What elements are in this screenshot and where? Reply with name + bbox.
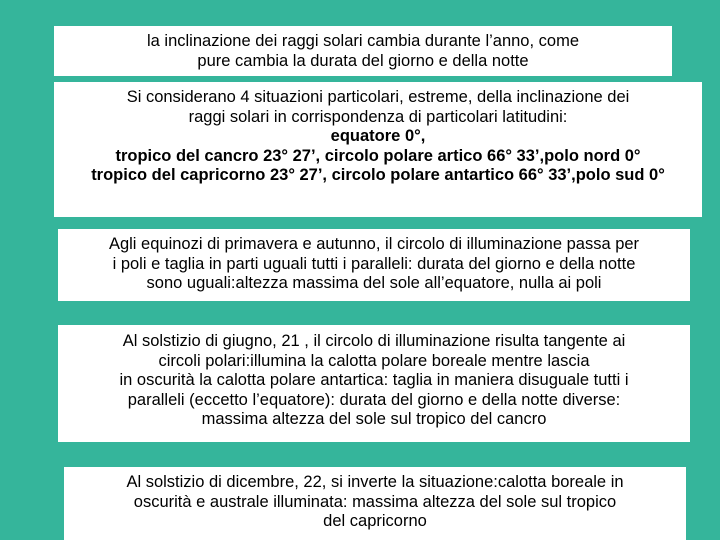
title-box xyxy=(54,26,672,76)
december-line: Al solstizio di dicembre, 22, si inverte la situazione:calotta boreale in xyxy=(126,473,624,491)
june-line: massima altezza del sole sul tropico del cancro xyxy=(201,410,547,428)
equinox-line: sono uguali:altezza massima del sole all’equatore, nulla ai poli xyxy=(146,274,602,292)
june-solstice-box xyxy=(58,325,690,442)
title-line: pure cambia la durata del giorno e della notte xyxy=(197,51,529,70)
situations-intro-line: Si considerano 4 situazioni particolari, estreme, della inclinazione dei xyxy=(126,88,630,106)
situations-box xyxy=(54,82,702,217)
june-line: Al solstizio di giugno, 21 , il circolo di illuminazione risulta tangente ai xyxy=(122,332,626,350)
june-line: in oscurità la calotta polare antartica: taglia in maniera disuguale tutti i xyxy=(119,371,629,389)
situations-intro-line: raggi solari in corrispondenza di particolari latitudini: xyxy=(188,107,568,126)
situations-north-line: tropico del cancro 23° 27’, circolo polare artico 66° 33’,polo nord 0° xyxy=(115,146,641,165)
situations-south-line: tropico del capricorno 23° 27’, circolo polare antartico 66° 33’,polo sud 0° xyxy=(91,166,665,184)
equinox-line: i poli e taglia in parti uguali tutti i paralleli: durata del giorno e della notte xyxy=(112,254,636,273)
december-line: del capricorno xyxy=(323,512,427,530)
june-line: paralleli (eccetto l’equatore): durata del giorno e della notte diverse: xyxy=(127,390,621,409)
equinox-box xyxy=(58,229,690,301)
june-line: circoli polari:illumina la calotta polare boreale mentre lascia xyxy=(158,351,590,370)
situations-equator-line: equatore 0°, xyxy=(330,127,426,145)
december-solstice-box xyxy=(64,467,686,540)
equinox-line: Agli equinozi di primavera e autunno, il circolo di illuminazione passa per xyxy=(108,235,640,253)
december-line: oscurità e australe illuminata: massima altezza del sole sul tropico xyxy=(133,492,617,511)
title-line: la inclinazione dei raggi solari cambia durante l’anno, come xyxy=(147,32,579,50)
